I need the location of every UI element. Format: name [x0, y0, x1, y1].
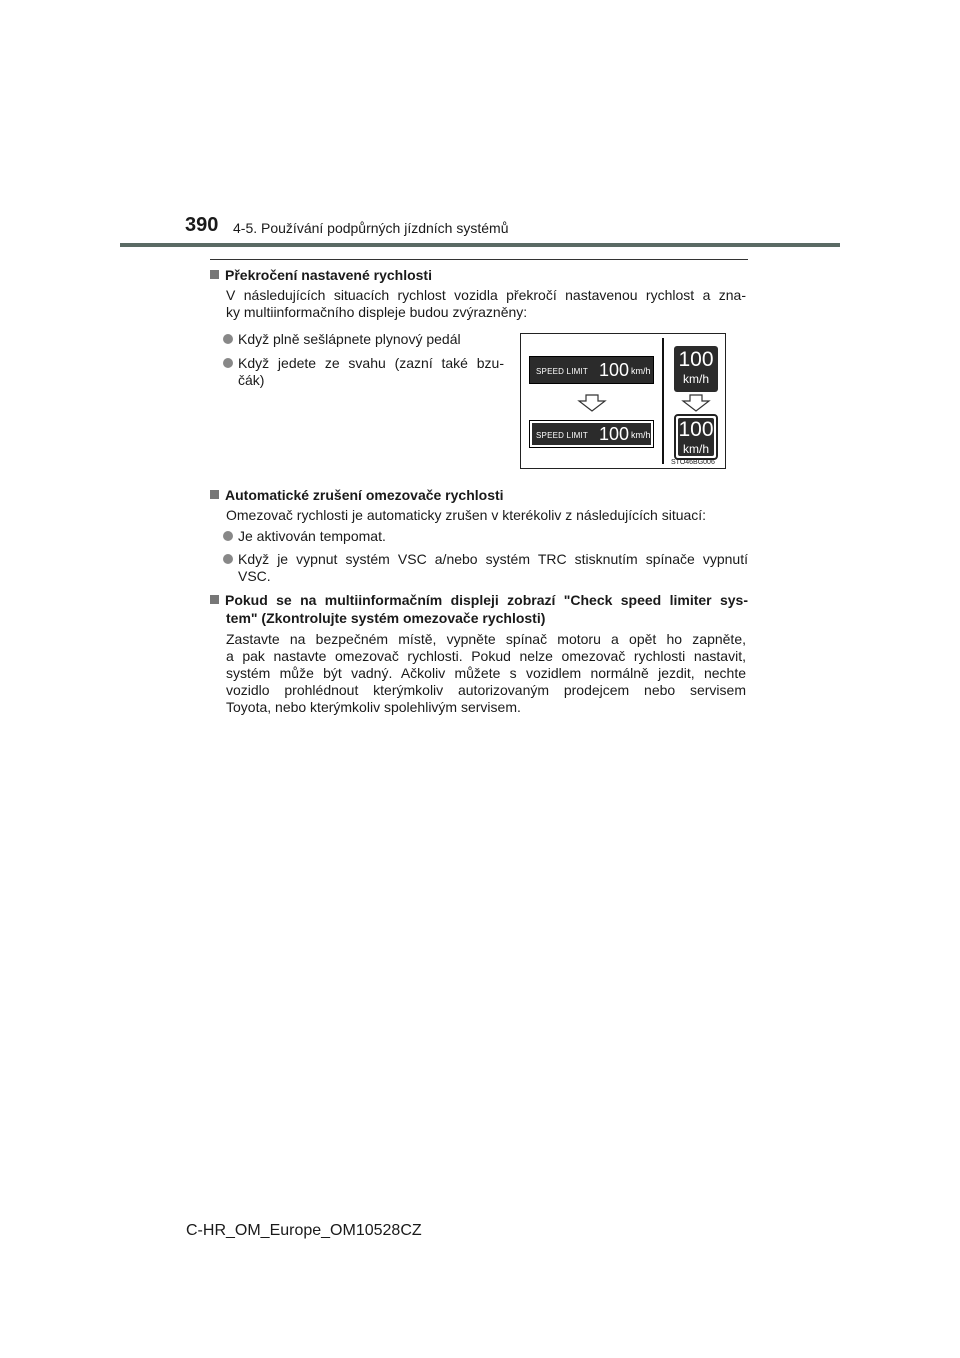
bullet-vsc-off: Když je vypnut systém VSC a/nebo systém TRC stisknutím spínače vypnutí VSC. [238, 551, 748, 585]
heading-exceeding-speed: Překročení nastavené rychlosti [210, 266, 432, 284]
bullet-cruise-control: Je aktivován tempomat. [238, 528, 748, 545]
bullet-dot-icon [223, 531, 233, 541]
bullet-accelerator: Když plně sešlápnete plynový pedál [238, 331, 500, 348]
paragraph-exceeding-speed: V následujících situacích rychlost vozidla překročí nastavenou rychlost a zna- ky multiinformačního displeje budou zvýrazněny: [226, 287, 746, 320]
heading-check-speed-limiter: Pokud se na multiinformačním displeji zobrazí "Check speed limiter sys- tem" (Zkontrolujte systém omezovače rychlosti) [210, 591, 748, 627]
figure-code: STO46BG006 [671, 459, 715, 466]
speed-sign-normal: 100 km/h [674, 346, 718, 392]
page-number: 390 [185, 214, 219, 236]
document-code: C-HR_OM_Europe_OM10528CZ [186, 1222, 422, 1239]
figure-divider [662, 338, 664, 464]
paragraph-check-speed-limiter: Zastavte na bezpečném místě, vypněte spínač motoru a opět ho zapněte, a pak nastavte omezovač rychlosti. Pokud nelze omezovač rychlosti nastavit, systém může být vadný. Ačkoliv můžete s vozidlem normálně jezdit, nechte vozidlo prohlédnout kterýmkoliv autorizovaným prodejcem nebo servisem Toyota, nebo kterýmkoliv spolehlivým servisem. [226, 631, 746, 715]
section-rule [210, 259, 748, 260]
square-bullet-icon [210, 490, 219, 499]
bullet-dot-icon [223, 358, 233, 368]
bullet-dot-icon [223, 334, 233, 344]
speed-limit-bar-normal: SPEED LIMIT 100 km/h [529, 356, 654, 384]
header-rule [120, 243, 840, 247]
bullet-downhill: Když jedete ze svahu (zazní také bzu- čák) [238, 355, 504, 389]
speed-sign-highlighted: 100 km/h [674, 414, 718, 460]
square-bullet-icon [210, 595, 219, 604]
square-bullet-icon [210, 270, 219, 279]
bullet-dot-icon [223, 554, 233, 564]
speed-limit-display-figure [520, 333, 726, 469]
down-arrow-icon [577, 394, 607, 412]
speed-limit-bar-highlighted: SPEED LIMIT 100 km/h [529, 420, 654, 448]
heading-automatic-cancel: Automatické zrušení omezovače rychlosti [210, 486, 504, 504]
paragraph-automatic-cancel: Omezovač rychlosti je automaticky zrušen v kterékoliv z následujících situací: [226, 507, 707, 523]
section-title: 4-5. Používání podpůrných jízdních systémů [233, 220, 509, 236]
down-arrow-icon [681, 394, 711, 412]
